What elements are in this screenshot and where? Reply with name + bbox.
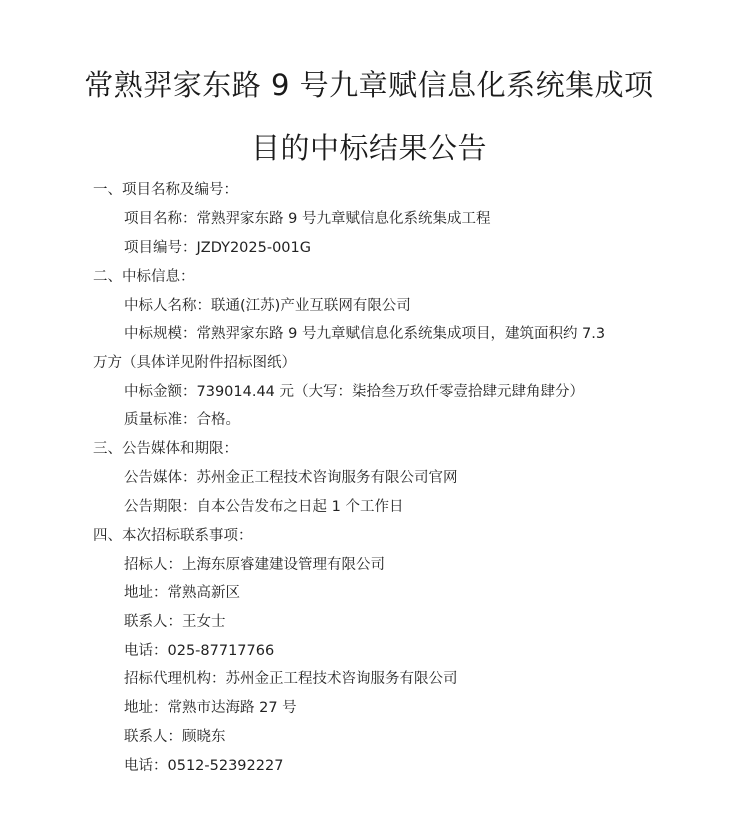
section-heading-media: 三、公告媒体和期限： (93, 441, 238, 457)
award-scale-line-2: 万方（具体详见附件招标图纸） (93, 355, 296, 371)
award-scale-line-1: 中标规模：常熟羿家东路 9 号九章赋信息化系统集成项目，建筑面积约 7.3 (124, 326, 606, 342)
section-heading-award: 二、中标信息： (93, 269, 195, 285)
section-heading-contacts: 四、本次招标联系事项： (93, 528, 253, 544)
section-heading-project: 一、项目名称及编号： (93, 182, 238, 198)
winning-bidder: 中标人名称：联通(江苏)产业互联网有限公司 (124, 298, 411, 314)
page-title-line-2: 目的中标结果公告 (250, 131, 487, 165)
page-title-line-1: 常熟羿家东路 9 号九章赋信息化系统集成项 (84, 68, 654, 102)
project-name: 项目名称：常熟羿家东路 9 号九章赋信息化系统集成工程 (124, 211, 491, 227)
quality-standard: 质量标准：合格。 (124, 412, 240, 428)
agency-contact: 联系人：顾晓东 (124, 729, 226, 745)
agency-name: 招标代理机构：苏州金正工程技术咨询服务有限公司 (124, 671, 458, 687)
publication-period: 公告期限：自本公告发布之日起 1 个工作日 (124, 499, 404, 515)
project-number: 项目编号：JZDY2025-001G (124, 240, 311, 256)
publication-media: 公告媒体：苏州金正工程技术咨询服务有限公司官网 (124, 470, 458, 486)
tenderer-address: 地址：常熟高新区 (124, 585, 240, 601)
award-amount: 中标金额：739014.44 元（大写：柒拾叁万玖仟零壹拾肆元肆角肆分） (124, 384, 585, 400)
agency-address: 地址：常熟市达海路 27 号 (124, 700, 297, 716)
tenderer-contact: 联系人：王女士 (124, 614, 226, 630)
tenderer-name: 招标人：上海东原睿建建设管理有限公司 (124, 557, 385, 573)
tenderer-phone: 电话：025-87717766 (124, 643, 275, 659)
agency-phone: 电话：0512-52392227 (124, 758, 284, 774)
